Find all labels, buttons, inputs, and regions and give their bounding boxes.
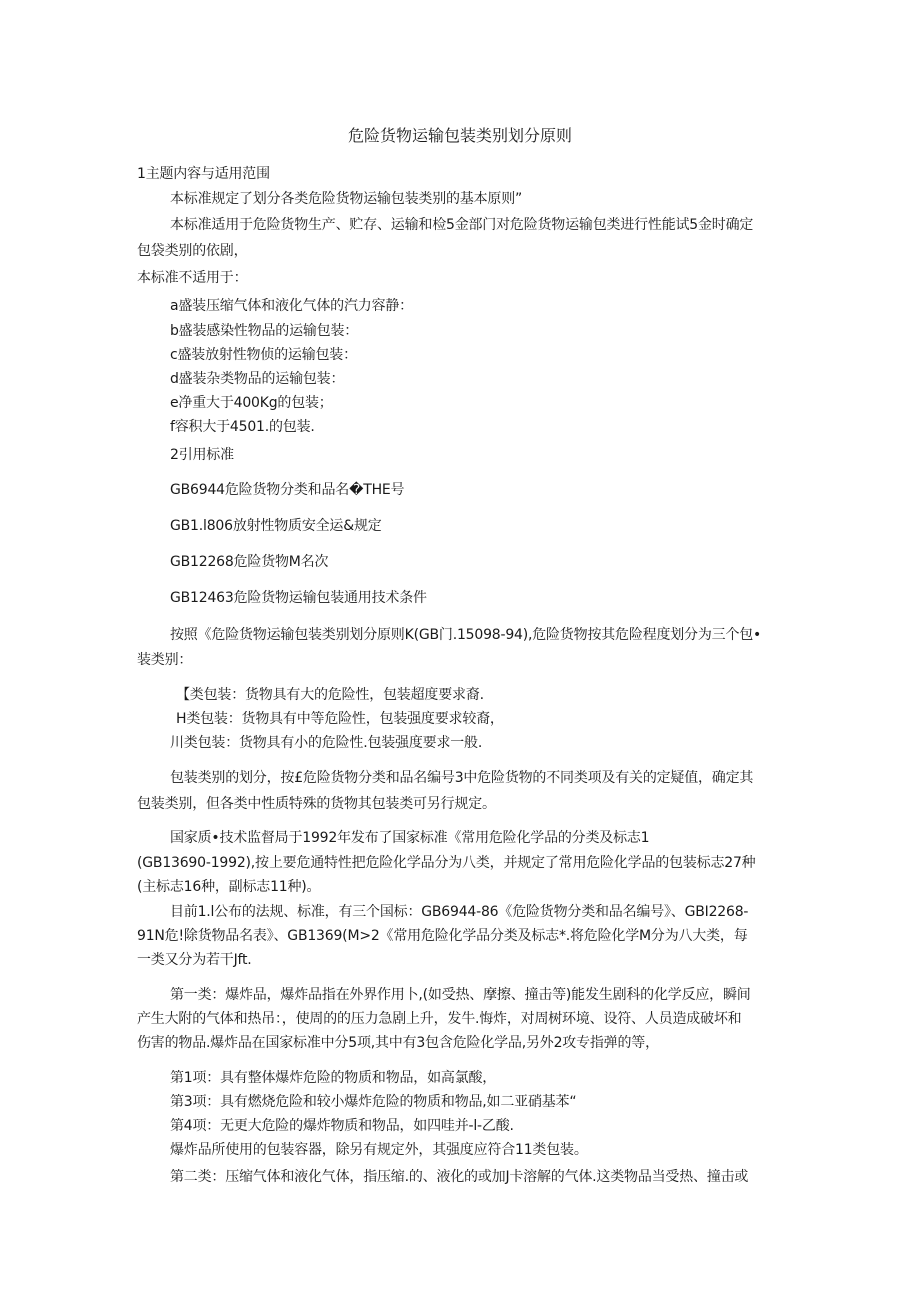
paragraph-line: 91N危!除货物品名表》、GB1369(M>2《常用危险化学品分类及标志*.将危险化学M分为八大类，每 <box>137 928 748 944</box>
reference-item: GB12463危险货物运输包装通用技术条件 <box>170 590 427 606</box>
list-item: e净重大于400Kg的包装； <box>170 395 333 411</box>
paragraph-line: 第二类：压缩气体和液化气体，指压缩.的、液化的或加J卡溶解的气体.这类物品当受热、撞击或 <box>170 1169 749 1185</box>
paragraph-line: 按照《危险货物运输包装类别划分原则K(GB门.15098-94),危险货物按其危险程度划分为三个包• <box>170 627 762 643</box>
paragraph-line: 装类别： <box>137 652 193 668</box>
paragraph-line: 国家质•技术监督局于1992年发布了国家标准《常用危险化学品的分类及标志1 <box>170 830 650 846</box>
paragraph-line: 包装类别，但各类中性质特殊的货物其包装类可另行规定。 <box>137 796 496 812</box>
list-item: b盛装感染性物品的运输包装： <box>170 323 359 339</box>
list-item: a盛装压缩气体和液化气体的汽力容静： <box>170 298 413 314</box>
package-class-item: H类包装：货物具有中等危险性，包装强度要求较裔， <box>176 711 504 727</box>
list-item: 第3项：具有燃烧危险和较小爆炸危险的物质和物品,如二亚硝基苯“ <box>170 1094 577 1110</box>
reference-item: GB12268危险货物M名次 <box>170 554 329 570</box>
paragraph-line: (GB13690-1992),按上要危通特性把危险化学品分为八类，并规定了常用危险化学品的包装标志27种 <box>137 855 756 871</box>
paragraph-line: 产生大附的气体和热吊：，使周的的压力急剧上升，发牛.悔炸，对周树环境、设符、人员造成破坏和 <box>137 1011 742 1027</box>
list-item: 第1项：具有整体爆炸危险的物质和物品，如高氯酸， <box>170 1070 497 1086</box>
package-class-item: 【类包装：货物具有大的危险性，包装超度要求裔. <box>176 687 484 703</box>
package-class-item: 川类包装：货物具有小的危险性.包装强度要求一般. <box>170 735 483 751</box>
list-item: 第4项：无更大危险的爆炸物质和物品，如四哇并-l-乙酸. <box>170 1118 514 1134</box>
paragraph-line: 一类又分为若干Jft. <box>137 952 252 968</box>
paragraph-line: 本标准不适用于： <box>137 270 248 286</box>
paragraph-line: 第一类：爆炸品，爆炸品指在外界作用卜,(如受热、摩擦、撞击等)能发生剧科的化学反应，瞬间 <box>170 987 751 1003</box>
list-item: d盛装杂类物品的运输包装： <box>170 371 345 387</box>
list-item: f容积大于4501.的包装. <box>170 419 315 435</box>
document-title: 危险货物运输包装类别划分原则 <box>347 126 572 145</box>
paragraph-line: 包装类别的划分，按£危险货物分类和品名编号3中危险货物的不同类项及有关的定疑值，确定其 <box>170 770 754 786</box>
paragraph-line: 爆炸品所使用的包装容器，除另有规定外，其强度应符合11类包装。 <box>170 1142 588 1158</box>
paragraph-line: (主标志16种，副标志11种)。 <box>137 879 321 895</box>
reference-item: GB1.l806放射性物质安全运&规定 <box>170 518 382 534</box>
reference-item: GB6944危险货物分类和品名�THE号 <box>170 482 405 498</box>
paragraph-line: 目前1.l公布的法规、标准，有三个国标：GB6944-86《危险货物分类和品名编号》、GBI2268- <box>170 904 749 920</box>
paragraph-line: 本标准适用于危险货物生产、贮存、运输和检5金部门对危险货物运输包类进行性能试5金时确定 <box>170 217 754 233</box>
paragraph-line: 伤害的物品.爆炸品在国家标准中分5项,其中有3包含危险化学品,另外2攻专指弹的等， <box>137 1035 659 1051</box>
paragraph-line: 本标准规定了划分各类危险货物运输包装类别的基本原则” <box>170 191 523 207</box>
section-heading-references: 2引用标准 <box>170 447 234 463</box>
list-item: c盛装放射性物侦的运输包装： <box>170 347 357 363</box>
paragraph-line: 包袋类别的依剧， <box>137 243 248 259</box>
section-heading-scope: 1主题内容与适用范围 <box>137 166 270 182</box>
